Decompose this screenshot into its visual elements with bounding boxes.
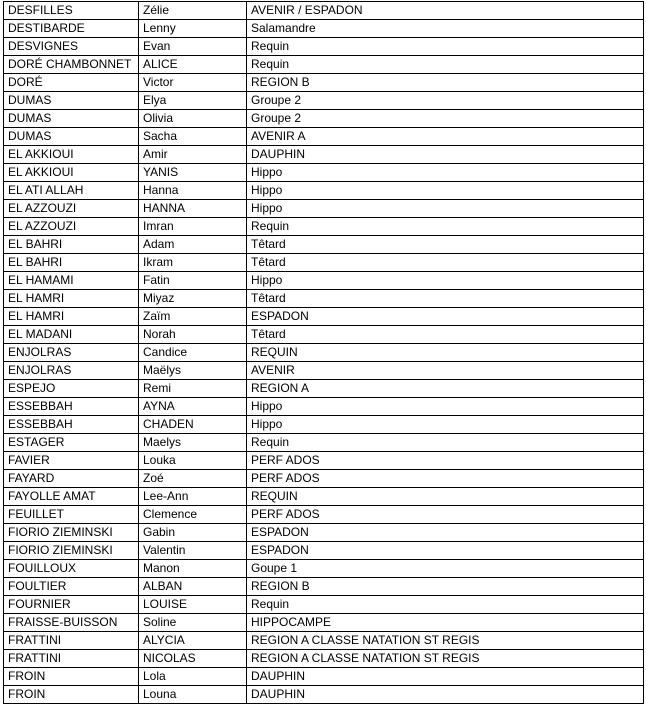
group-cell: PERF ADOS bbox=[247, 452, 644, 470]
first-name-cell: Ikram bbox=[139, 254, 247, 272]
first-name-cell: Imran bbox=[139, 218, 247, 236]
group-cell: Hippo bbox=[247, 416, 644, 434]
group-cell: Requin bbox=[247, 56, 644, 74]
group-cell: Requin bbox=[247, 218, 644, 236]
last-name-cell: ESTAGER bbox=[4, 434, 139, 452]
table-row bbox=[4, 686, 644, 704]
group-cell: DAUPHIN bbox=[247, 668, 644, 686]
last-name-cell: EL HAMAMI bbox=[4, 272, 139, 290]
group-cell: REGION B bbox=[247, 578, 644, 596]
table-row bbox=[4, 128, 644, 146]
group-cell: REQUIN bbox=[247, 488, 644, 506]
group-cell: REGION A CLASSE NATATION ST REGIS bbox=[247, 650, 644, 668]
first-name-cell: HANNA bbox=[139, 200, 247, 218]
table-row bbox=[4, 218, 644, 236]
group-cell: Requin bbox=[247, 596, 644, 614]
last-name-cell: DESVIGNES bbox=[4, 38, 139, 56]
table-row bbox=[4, 272, 644, 290]
table-row bbox=[4, 614, 644, 632]
last-name-cell: FIORIO ZIEMINSKI bbox=[4, 542, 139, 560]
last-name-cell: EL MADANI bbox=[4, 326, 139, 344]
first-name-cell: Fatin bbox=[139, 272, 247, 290]
last-name-cell: FRAISSE-BUISSON bbox=[4, 614, 139, 632]
group-cell: REGION A CLASSE NATATION ST REGIS bbox=[247, 632, 644, 650]
last-name-cell: ESSEBBAH bbox=[4, 398, 139, 416]
group-cell: Hippo bbox=[247, 398, 644, 416]
group-cell: PERF ADOS bbox=[247, 470, 644, 488]
table-row bbox=[4, 578, 644, 596]
table-row bbox=[4, 416, 644, 434]
table-row bbox=[4, 398, 644, 416]
table-row bbox=[4, 488, 644, 506]
group-cell: Hippo bbox=[247, 164, 644, 182]
table-row bbox=[4, 74, 644, 92]
last-name-cell: FRATTINI bbox=[4, 632, 139, 650]
group-cell: Têtard bbox=[247, 326, 644, 344]
last-name-cell: FAYARD bbox=[4, 470, 139, 488]
table-row bbox=[4, 200, 644, 218]
table-row bbox=[4, 326, 644, 344]
group-cell: Salamandre bbox=[247, 20, 644, 38]
table-row bbox=[4, 146, 644, 164]
first-name-cell: ALBAN bbox=[139, 578, 247, 596]
group-cell: AVENIR A bbox=[247, 128, 644, 146]
table-row bbox=[4, 380, 644, 398]
last-name-cell: DORÉ bbox=[4, 74, 139, 92]
first-name-cell: Lola bbox=[139, 668, 247, 686]
table-row bbox=[4, 182, 644, 200]
last-name-cell: EL AZZOUZI bbox=[4, 218, 139, 236]
table-row bbox=[4, 164, 644, 182]
first-name-cell: Lenny bbox=[139, 20, 247, 38]
group-cell: DAUPHIN bbox=[247, 686, 644, 704]
first-name-cell: Evan bbox=[139, 38, 247, 56]
last-name-cell: FOULTIER bbox=[4, 578, 139, 596]
group-cell: Têtard bbox=[247, 290, 644, 308]
group-cell: Goupe 1 bbox=[247, 560, 644, 578]
group-cell: Groupe 2 bbox=[247, 110, 644, 128]
first-name-cell: Olivia bbox=[139, 110, 247, 128]
first-name-cell: Adam bbox=[139, 236, 247, 254]
last-name-cell: EL BAHRI bbox=[4, 236, 139, 254]
group-cell: Hippo bbox=[247, 182, 644, 200]
group-cell: Têtard bbox=[247, 254, 644, 272]
first-name-cell: Maëlys bbox=[139, 362, 247, 380]
last-name-cell: EL AKKIOUI bbox=[4, 146, 139, 164]
group-cell: PERF ADOS bbox=[247, 506, 644, 524]
group-cell: REQUIN bbox=[247, 344, 644, 362]
first-name-cell: Louka bbox=[139, 452, 247, 470]
group-cell: ESPADON bbox=[247, 308, 644, 326]
table-row bbox=[4, 434, 644, 452]
table-row bbox=[4, 308, 644, 326]
last-name-cell: FEUILLET bbox=[4, 506, 139, 524]
first-name-cell: AYNA bbox=[139, 398, 247, 416]
last-name-cell: DUMAS bbox=[4, 92, 139, 110]
table-row bbox=[4, 596, 644, 614]
table-row bbox=[4, 632, 644, 650]
last-name-cell: DESFILLES bbox=[4, 2, 139, 20]
roster-body bbox=[4, 2, 644, 704]
last-name-cell: FAYOLLE AMAT bbox=[4, 488, 139, 506]
last-name-cell: DESTIBARDE bbox=[4, 20, 139, 38]
roster-table bbox=[3, 1, 644, 704]
table-row bbox=[4, 20, 644, 38]
first-name-cell: CHADEN bbox=[139, 416, 247, 434]
table-row bbox=[4, 524, 644, 542]
table-row bbox=[4, 506, 644, 524]
first-name-cell: Hanna bbox=[139, 182, 247, 200]
first-name-cell: Zélie bbox=[139, 2, 247, 20]
group-cell: HIPPOCAMPE bbox=[247, 614, 644, 632]
table-row bbox=[4, 542, 644, 560]
table-row bbox=[4, 2, 644, 20]
last-name-cell: DORÉ CHAMBONNET bbox=[4, 56, 139, 74]
group-cell: Groupe 2 bbox=[247, 92, 644, 110]
group-cell: DAUPHIN bbox=[247, 146, 644, 164]
group-cell: ESPADON bbox=[247, 542, 644, 560]
table-row bbox=[4, 362, 644, 380]
last-name-cell: FOURNIER bbox=[4, 596, 139, 614]
last-name-cell: DUMAS bbox=[4, 128, 139, 146]
table-row bbox=[4, 344, 644, 362]
first-name-cell: Soline bbox=[139, 614, 247, 632]
table-row bbox=[4, 560, 644, 578]
last-name-cell: FIORIO ZIEMINSKI bbox=[4, 524, 139, 542]
table-row bbox=[4, 92, 644, 110]
last-name-cell: EL AKKIOUI bbox=[4, 164, 139, 182]
table-row bbox=[4, 236, 644, 254]
first-name-cell: Victor bbox=[139, 74, 247, 92]
table-row bbox=[4, 38, 644, 56]
first-name-cell: Miyaz bbox=[139, 290, 247, 308]
first-name-cell: Louna bbox=[139, 686, 247, 704]
group-cell: Requin bbox=[247, 434, 644, 452]
last-name-cell: FRATTINI bbox=[4, 650, 139, 668]
table-row bbox=[4, 254, 644, 272]
table-row bbox=[4, 290, 644, 308]
first-name-cell: Norah bbox=[139, 326, 247, 344]
last-name-cell: EL HAMRI bbox=[4, 290, 139, 308]
first-name-cell: LOUISE bbox=[139, 596, 247, 614]
group-cell: Hippo bbox=[247, 272, 644, 290]
last-name-cell: ENJOLRAS bbox=[4, 362, 139, 380]
first-name-cell: ALICE bbox=[139, 56, 247, 74]
last-name-cell: FAVIER bbox=[4, 452, 139, 470]
first-name-cell: Zaïm bbox=[139, 308, 247, 326]
last-name-cell: FROIN bbox=[4, 686, 139, 704]
first-name-cell: Remi bbox=[139, 380, 247, 398]
last-name-cell: DUMAS bbox=[4, 110, 139, 128]
first-name-cell: Gabin bbox=[139, 524, 247, 542]
table-row bbox=[4, 650, 644, 668]
first-name-cell: Sacha bbox=[139, 128, 247, 146]
last-name-cell: EL AZZOUZI bbox=[4, 200, 139, 218]
table-row bbox=[4, 668, 644, 686]
group-cell: AVENIR / ESPADON bbox=[247, 2, 644, 20]
first-name-cell: NICOLAS bbox=[139, 650, 247, 668]
last-name-cell: FOUILLOUX bbox=[4, 560, 139, 578]
first-name-cell: ALYCIA bbox=[139, 632, 247, 650]
group-cell: Hippo bbox=[247, 200, 644, 218]
table-row bbox=[4, 452, 644, 470]
group-cell: Têtard bbox=[247, 236, 644, 254]
group-cell: REGION B bbox=[247, 74, 644, 92]
group-cell: AVENIR bbox=[247, 362, 644, 380]
first-name-cell: Clemence bbox=[139, 506, 247, 524]
last-name-cell: EL BAHRI bbox=[4, 254, 139, 272]
first-name-cell: Valentin bbox=[139, 542, 247, 560]
last-name-cell: ESSEBBAH bbox=[4, 416, 139, 434]
table-row bbox=[4, 110, 644, 128]
first-name-cell: Manon bbox=[139, 560, 247, 578]
first-name-cell: Amir bbox=[139, 146, 247, 164]
last-name-cell: FROIN bbox=[4, 668, 139, 686]
table-row bbox=[4, 56, 644, 74]
first-name-cell: Maelys bbox=[139, 434, 247, 452]
group-cell: ESPADON bbox=[247, 524, 644, 542]
last-name-cell: EL HAMRI bbox=[4, 308, 139, 326]
table-row bbox=[4, 470, 644, 488]
first-name-cell: Zoé bbox=[139, 470, 247, 488]
last-name-cell: EL ATI ALLAH bbox=[4, 182, 139, 200]
first-name-cell: YANIS bbox=[139, 164, 247, 182]
last-name-cell: ESPEJO bbox=[4, 380, 139, 398]
first-name-cell: Elya bbox=[139, 92, 247, 110]
first-name-cell: Lee-Ann bbox=[139, 488, 247, 506]
first-name-cell: Candice bbox=[139, 344, 247, 362]
group-cell: Requin bbox=[247, 38, 644, 56]
group-cell: REGION A bbox=[247, 380, 644, 398]
last-name-cell: ENJOLRAS bbox=[4, 344, 139, 362]
